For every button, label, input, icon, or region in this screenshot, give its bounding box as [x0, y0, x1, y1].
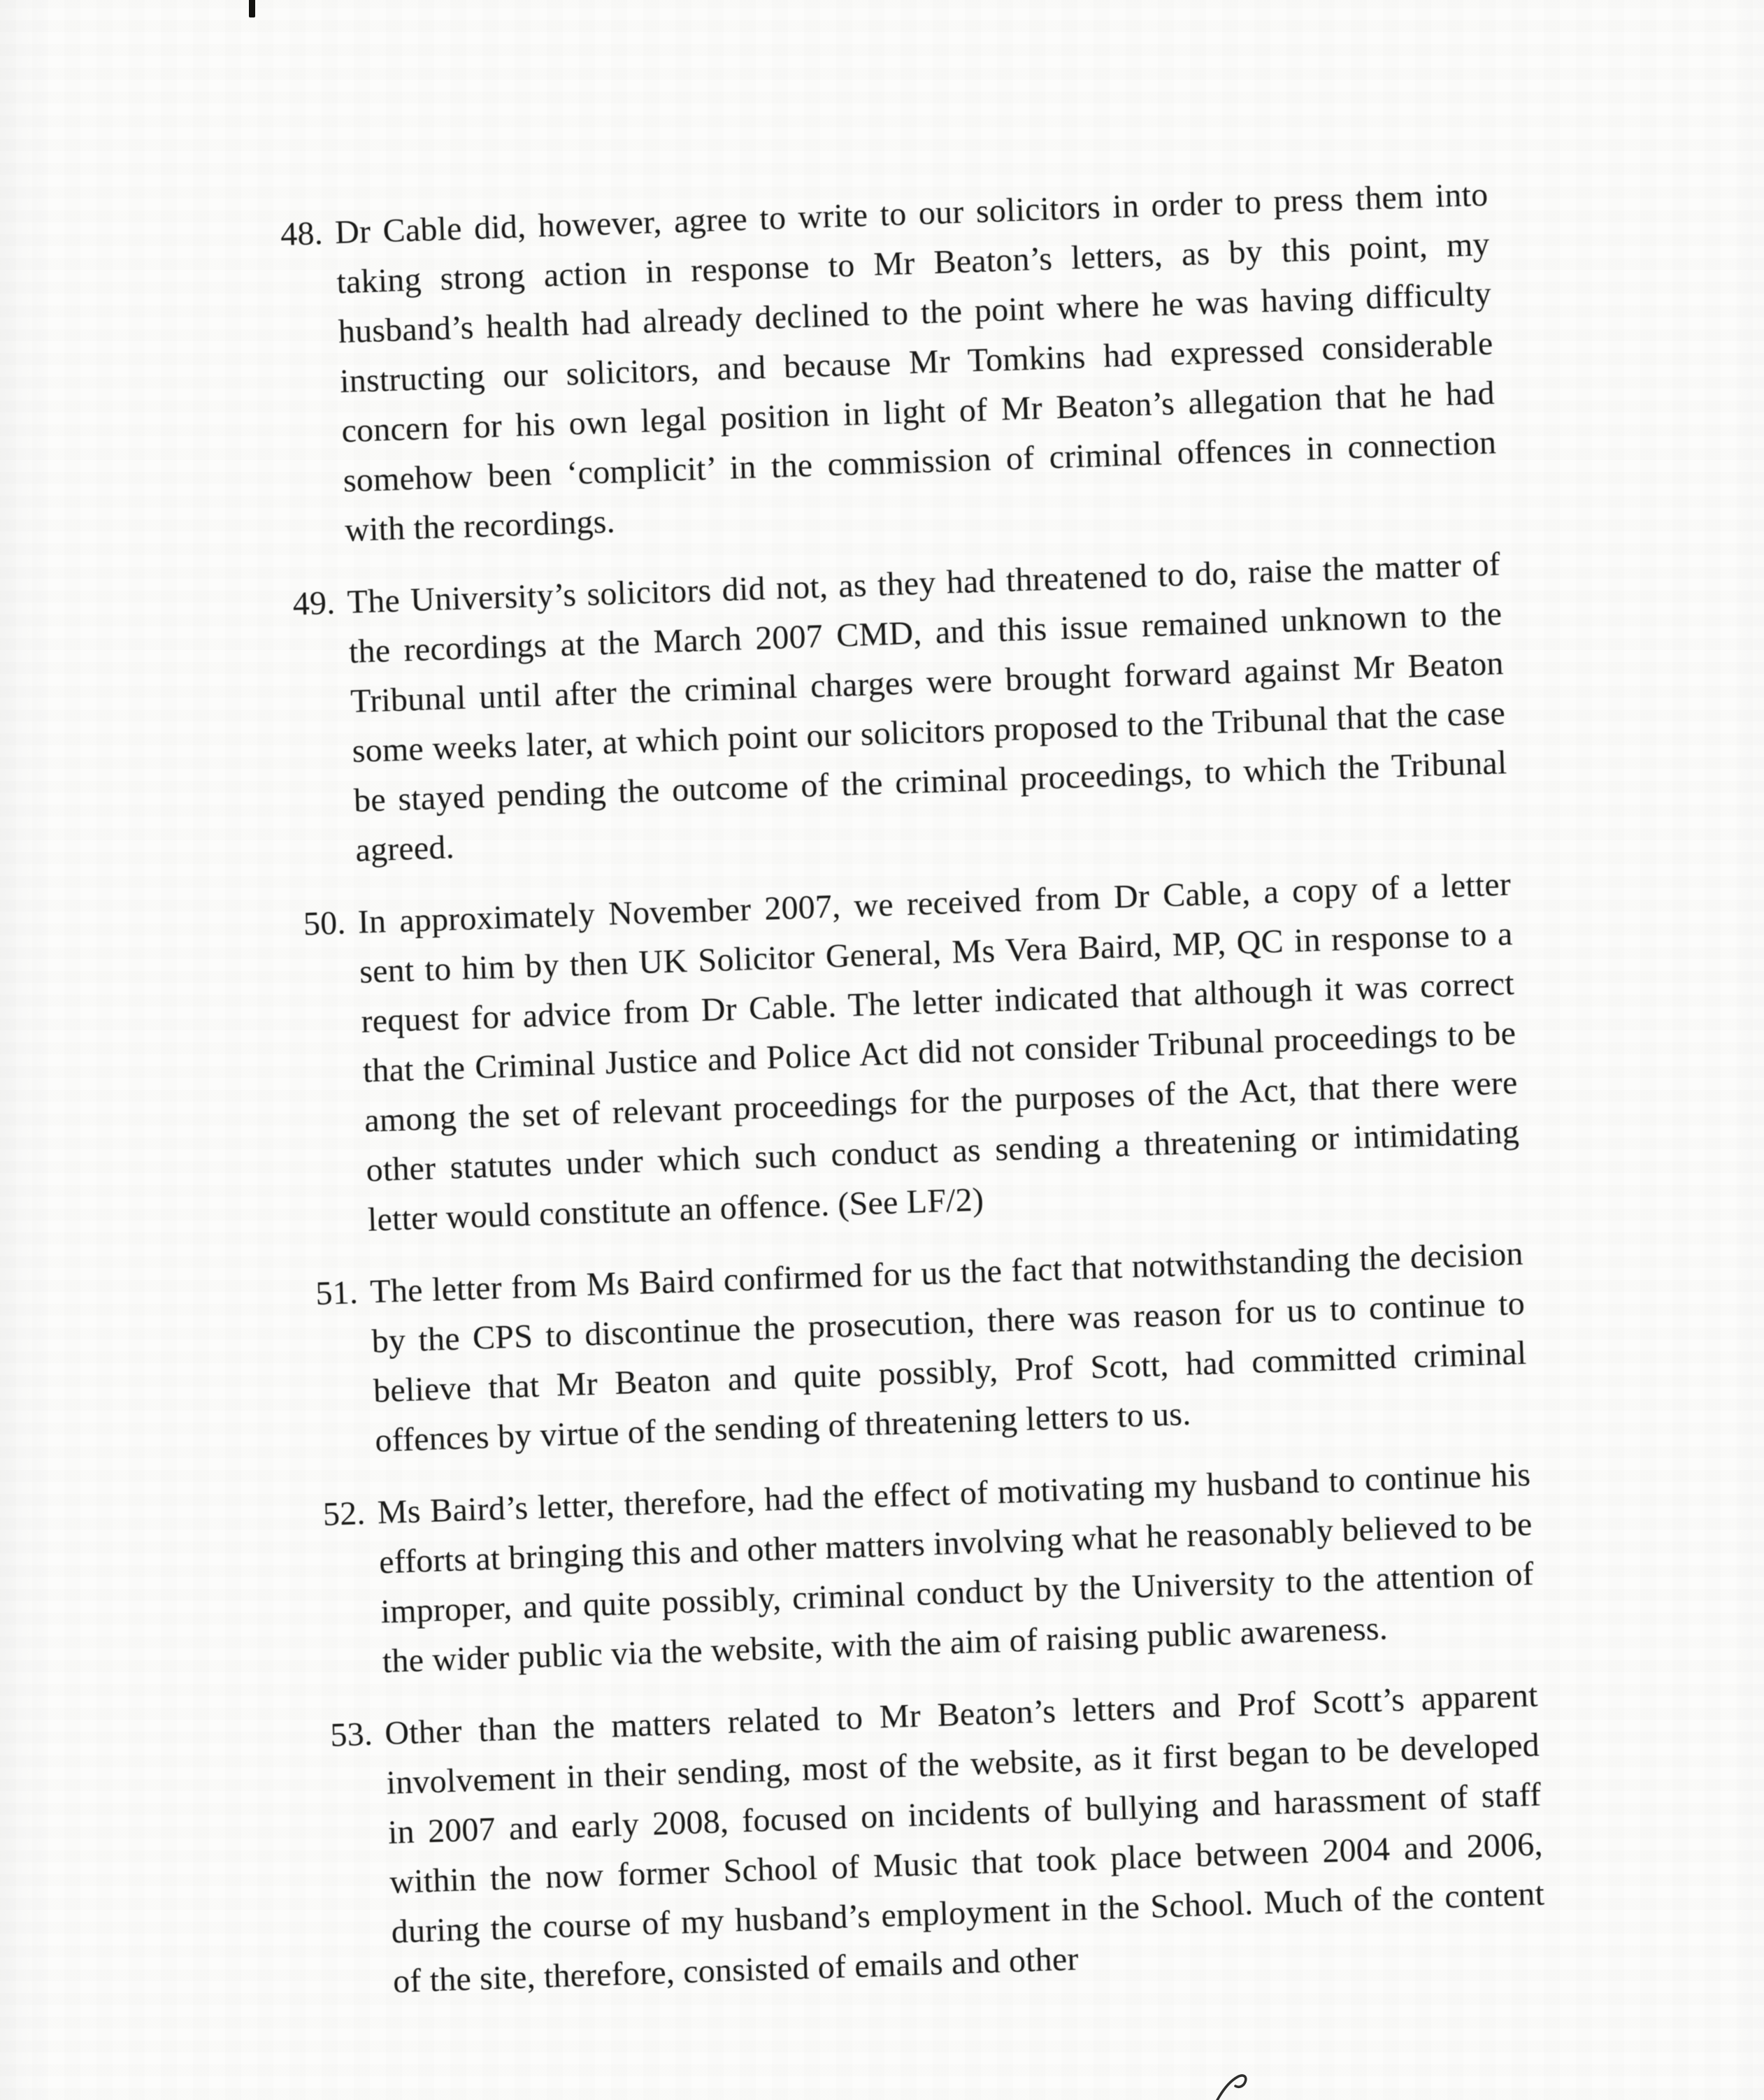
- paragraph-text: Other than the matters related to Mr Beaton’s letters and Prof Scott’s apparent involvement in their sending, most of the website, as it first began to be developed in 2007 and early 2008, focused on incidents of bullying and harassment of staff within the now former School of Music that took place between 2004 and 2006, during the course of my husband’s employment in the School. Much of the content of the site, therefore, consisted of emails and other: [384, 1676, 1545, 2001]
- paragraph-number: 52.: [322, 1494, 366, 1533]
- paragraph: [329, 1671, 1547, 2008]
- paragraph: [315, 1229, 1528, 1467]
- paragraph-number: 51.: [315, 1274, 359, 1313]
- paragraph-number: 48.: [280, 214, 324, 253]
- handwritten-initial-stroke: [1203, 2071, 1259, 2100]
- paragraph-text: Dr Cable did, however, agree to write to our solicitors in order to press them into taking strong action in response to Mr Beaton’s letters, as by this point, my husband’s health had already declined to the point where he was having difficulty instructing our solicitors, and because Mr Tomkins had expressed considerable concern for his own legal position in light of Mr Beaton’s allegation that he had somehow been ‘complicit’ in the commission of criminal offences in connection with the recordings.: [334, 175, 1497, 549]
- paragraph-number: 53.: [329, 1715, 373, 1754]
- paragraph-number: 49.: [292, 584, 336, 623]
- paragraph-text: In approximately November 2007, we received from Dr Cable, a copy of a letter sent to him by then UK Solicitor General, Ms Vera Baird, MP, QC in response to a request for advice from Dr Cable. The letter indicated that although it was correct that the Criminal Justice and Police Act did not consider Tribunal proceedings to be among the set of relevant proceedings for the purposes of the Act, that there were other statutes under which such conduct as sending a threatening or intimidating letter would constitute an offence. (See LF/2): [357, 865, 1520, 1239]
- paragraph: [292, 539, 1510, 877]
- scan-registration-mark: [249, 0, 255, 17]
- paragraph-text: Ms Baird’s letter, therefore, had the effect of motivating my husband to continue his efforts at bringing this and other matters involving what he reasonably believed to be improper, and quite possibly, criminal conduct by the University to the attention of the wider public via the website, with the aim of raising public awareness.: [376, 1455, 1535, 1681]
- paragraph-text: The University’s solicitors did not, as they had threatened to do, raise the matter of the recordings at the March 2007 CMD, and this issue remained unknown to the Tribunal until after the criminal charges were brought forward against Mr Beaton some weeks later, at which point our solicitors proposed to the Tribunal that the case be stayed pending the outcome of the criminal proceedings, to which the Tribunal agreed.: [346, 545, 1508, 869]
- paragraph: [303, 859, 1522, 1246]
- statement-body: [280, 170, 1547, 2008]
- paragraph: [322, 1450, 1536, 1688]
- paragraph: [280, 170, 1499, 557]
- paragraph-text: The letter from Ms Baird confirmed for us the fact that notwithstanding the decision by the CPS to discontinue the prosecution, there was reason for us to continue to believe that Mr Beaton and quite possibly, Prof Scott, had committed criminal offences by virtue of the sending of threatening letters to us.: [369, 1235, 1528, 1460]
- paragraph-number: 50.: [303, 904, 347, 943]
